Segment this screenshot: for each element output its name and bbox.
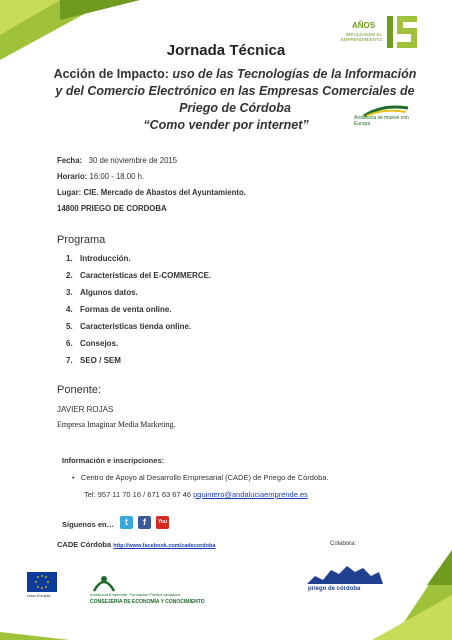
junta-emblem-icon: [90, 571, 118, 593]
anniversary-tagline: IMPULSANDO EL EMPRENDIMIENTO: [340, 32, 382, 42]
programa-item-text: Consejos.: [80, 339, 119, 348]
andalucia-tagline: Andalucía se mueve con Europa: [354, 115, 409, 127]
programa-item-number: 7.: [66, 356, 73, 365]
programa-item: [66, 322, 191, 331]
bullet-icon: •: [72, 473, 75, 482]
subtitle-prefix: Acción de Impacto:: [53, 67, 173, 81]
contact-center: [72, 473, 329, 482]
facebook-icon[interactable]: f: [138, 516, 151, 529]
event-time: [57, 172, 144, 181]
junta-andalucia-logo: [90, 571, 118, 593]
programa-item-text: Características tienda online.: [80, 322, 192, 331]
programa-item: [66, 356, 121, 365]
programa-item: [66, 254, 131, 263]
event-postal-code: 14800 PRIEGO DE CORDOBA: [57, 204, 167, 213]
eu-caption: Unión Europea: [27, 594, 51, 598]
contact-email-link[interactable]: pquintero@andaluciaemprende.es: [193, 490, 308, 499]
contact-phone-email: [84, 490, 308, 499]
programa-item-number: 4.: [66, 305, 73, 314]
event-time-label: Horario:: [57, 172, 88, 181]
programa-item-number: 5.: [66, 322, 73, 331]
contact-heading: Información e inscripciones:: [62, 456, 165, 465]
colabora-label: Colabora:: [330, 541, 357, 547]
programa-item-text: Introducción.: [80, 254, 131, 263]
subtitle-topic: uso de las Tecnologías de la Información y del Comercio Electrónico en las Empresas Comerciales de Priego de Córdoba: [55, 67, 417, 115]
programa-item-number: 1.: [66, 254, 73, 263]
programa-item: [66, 271, 211, 280]
page-quote: “Como vender por internet”: [143, 118, 309, 132]
cade-facebook-link[interactable]: http://www.facebook.com/cadecordoba: [113, 543, 216, 549]
cade-label: CADE Córdoba: [57, 540, 114, 549]
priego-caption: priego de córdoba: [308, 586, 361, 592]
corner-decoration-bottom-left: [0, 632, 70, 640]
corner-decoration-top-left-dark: [60, 0, 140, 20]
event-location-value: CIE. Mercado de Abastos del Ayuntamiento.: [83, 188, 246, 197]
corner-decoration-bottom-right-dark: [427, 550, 452, 585]
junta-caption-1: Andalucía Emprende, Fundación Pública Andaluza: [90, 592, 181, 597]
programa-item: [66, 288, 138, 297]
ponente-name: JAVIER ROJAS: [57, 405, 114, 414]
contact-center-text: Centro de Apoyo al Desarrollo Empresarial (CADE) de Priego de Córdoba.: [80, 473, 329, 482]
ponente-heading: Ponente:: [57, 384, 102, 396]
event-date: [57, 156, 177, 165]
event-location-label: Lugar:: [57, 188, 82, 197]
junta-caption-2: CONSEJERÍA DE ECONOMÍA Y CONOCIMIENTO: [90, 599, 205, 605]
priego-skyline-icon: [305, 560, 385, 586]
programa-item-text: SEO / SEM: [80, 356, 121, 365]
anniversary-years-label: AÑOS: [352, 21, 376, 30]
programa-item-number: 2.: [66, 271, 73, 280]
programa-heading: Programa: [57, 234, 106, 246]
page-title: Jornada Técnica: [166, 42, 286, 59]
eu-flag-icon: [27, 572, 57, 592]
programa-item-text: Características del E-COMMERCE.: [80, 271, 212, 280]
programa-item-text: Formas de venta online.: [80, 305, 172, 314]
cade-line: [57, 540, 215, 549]
youtube-icon[interactable]: You: [156, 516, 169, 529]
social-label: Síguenos en…: [62, 520, 115, 529]
programa-item-text: Algunos datos.: [80, 288, 138, 297]
andalucia-europa-logo: [354, 104, 414, 134]
programa-item: [66, 339, 118, 348]
event-time-value: 16:00 - 18.00 h.: [89, 172, 145, 181]
corner-decoration-top-left-light: [0, 0, 60, 35]
programa-item: [66, 305, 172, 314]
programa-item-number: 3.: [66, 288, 73, 297]
ponente-company: Empresa Imaginar Media Marketing.: [57, 420, 176, 429]
corner-decoration-bottom-right-light: [372, 595, 452, 640]
event-location: [57, 188, 246, 197]
contact-phone: Tel: 957 11 70 16 / 671 63 67 46: [84, 490, 194, 499]
programa-item-number: 6.: [66, 339, 73, 348]
eu-stars-icon: [27, 572, 57, 592]
event-date-label: Fecha:: [57, 156, 83, 165]
event-date-value: 30 de noviembre de 2015: [88, 156, 178, 165]
twitter-icon[interactable]: t: [120, 516, 133, 529]
